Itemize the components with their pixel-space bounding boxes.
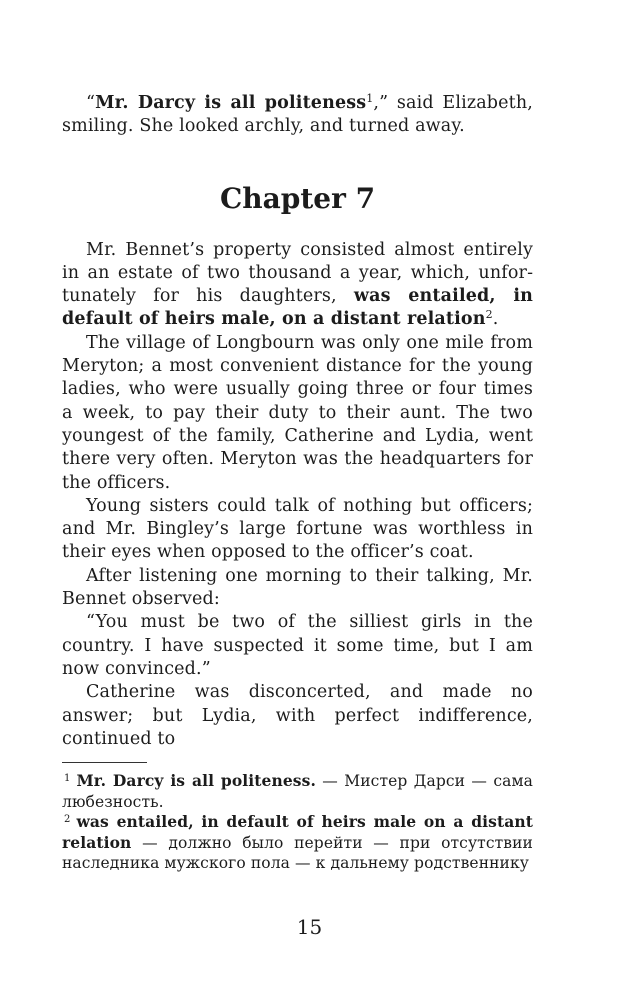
footnote-2 xyxy=(62,812,533,874)
intro-bold-phrase: Mr. Darcy is all politeness xyxy=(95,93,367,113)
page-body xyxy=(62,92,533,874)
paragraph-1-bold-phrase: was entailed, in default of heirs male, on a distant relation xyxy=(62,286,533,330)
footnote-2-number: 2 xyxy=(64,814,71,826)
footnote-1 xyxy=(62,771,533,812)
paragraph-4: After listening one morning to their talking, Mr. Bennet observed: xyxy=(62,565,533,610)
intro-paragraph xyxy=(62,92,533,139)
intro-open-quote: “ xyxy=(86,93,96,113)
footnote-1-bold: Mr. Darcy is all politeness. xyxy=(76,771,316,791)
paragraph-6: Catherine was disconcerted, and made no answer; but Lydia, with perfect indifference, continued to xyxy=(62,682,533,749)
paragraph-1-text: Mr. Bennet’s property consisted almost entirely in an estate of two thousand a year, which, unfortunately for his daughters, xyxy=(62,239,533,307)
footnote-1-number: 1 xyxy=(64,773,71,785)
paragraph-5: “You must be two of the silliest girls in the country. I have suspected it some time, but I am now convinced.” xyxy=(62,612,533,679)
footnote-ref-2: 2 xyxy=(485,308,493,322)
paragraph-3: Young sisters could talk of nothing but officers; and Mr. Bingley’s large fortune was worthless in their eyes when opposed to the officer’s coat. xyxy=(62,495,533,563)
intro-rest: ,” said Elizabeth, smiling. She looked archly, and turned away. xyxy=(62,93,533,137)
footnote-2-text: — должно было перейти — при отсутствии наследника мужского пола — к дальнему родственнику xyxy=(62,833,533,873)
paragraph-2: The village of Longbourn was only one mile from Meryton; a most convenient distance for the young ladies, who were usually going three or four times a week, to pay their duty to their aunt. The two youngest of the family, Catherine and Lydia, went there very often. Meryton was the headquarters for the officers. xyxy=(62,332,533,493)
footnote-2-bold: was entailed, in default of heirs male on a distant relation xyxy=(62,812,533,852)
paragraph-1 xyxy=(62,239,533,332)
paragraph-1-end: . xyxy=(492,309,499,330)
footnote-1-text: — Мистер Дарси — сама любезность. xyxy=(62,772,533,811)
footnote-divider xyxy=(62,762,147,763)
chapter-title: Chapter 7 xyxy=(219,181,376,215)
footnote-ref-1: 1 xyxy=(366,91,374,105)
page-number: 15 xyxy=(296,915,323,939)
